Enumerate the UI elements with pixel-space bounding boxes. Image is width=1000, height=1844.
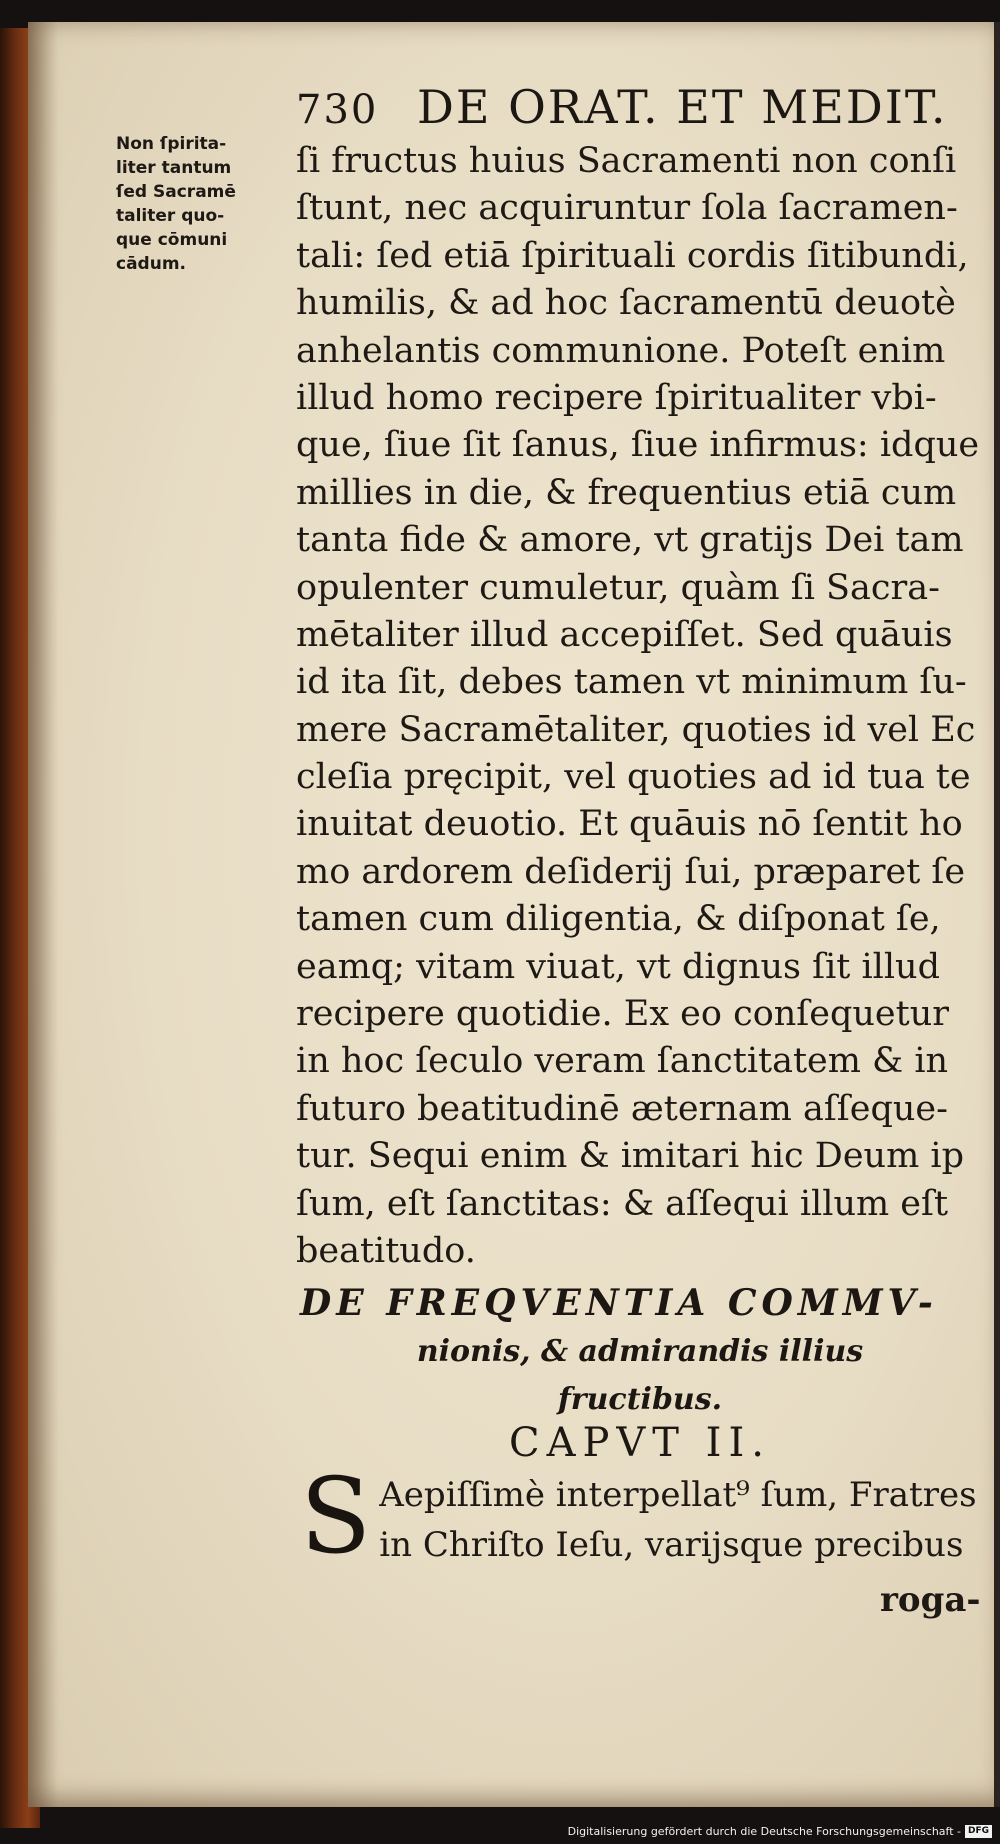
text-line: id ita ſit, debes tamen vt minimum ſu-	[296, 662, 967, 703]
text-line: humilis, & ad hoc ſacramentū deuotè	[296, 283, 956, 324]
text-line: tanta fide & amore, vt gratijs Dei tam	[296, 520, 964, 561]
margin-note	[116, 132, 286, 276]
text-line: tur. Sequi enim & imitari hic Deum ip	[296, 1136, 964, 1177]
text-line: in Chriſto Ieſu, varijsque precibus	[379, 1525, 964, 1565]
chapter-text	[300, 1455, 977, 1577]
text-line: opulenter cumuletur, quàm ſi Sacra-	[296, 567, 940, 608]
running-title: DE ORAT. ET MEDIT.	[416, 80, 948, 134]
text-line: inuitat deuotio. Et quāuis nō ſentit ho	[296, 804, 963, 845]
text-line: mere Sacramētaliter, quoties id vel Ec	[296, 709, 976, 750]
page-right-edge	[994, 22, 1000, 1807]
text-line: que, ſiue ſit ſanus, ſiue infirmus: idque	[296, 425, 980, 466]
section-heading-line: fructibus.	[557, 1382, 723, 1417]
text-line: cleſia pręcipit, vel quoties ad id tua te	[296, 757, 971, 798]
section-heading	[300, 1278, 980, 1424]
margin-note-line: Non ſpirita-	[116, 134, 227, 154]
page-gutter-shadow	[28, 22, 58, 1807]
margin-note-line: taliter quo-	[116, 206, 225, 226]
margin-note-line: liter tantum	[116, 158, 232, 178]
chapter-title: CAPVT II.	[508, 1420, 771, 1466]
margin-note-line: que cōmuni	[116, 230, 228, 250]
text-line: futuro beatitudinē æternam aſſeque-	[296, 1088, 948, 1129]
text-line: millies in die, & frequentius etiā cum	[296, 472, 957, 513]
text-line: recipere quotidie. Ex eo conſequetur	[296, 994, 949, 1035]
catchword: roga-	[880, 1580, 981, 1620]
text-line: mo ardorem deſiderij ſui, præparet ſe	[296, 851, 966, 892]
text-line: illud homo recipere ſpiritualiter vbi-	[296, 377, 937, 418]
margin-note-line: ſed Sacramē	[116, 182, 236, 202]
section-heading-line: nionis, & admirandis illius	[416, 1334, 864, 1369]
running-header	[296, 80, 996, 140]
margin-note-line: cādum.	[116, 254, 186, 274]
text-line: ſum, eſt ſanctitas: & aſſequi illum eſt	[296, 1183, 949, 1224]
text-line: tali: ſed etiā ſpirituali cordis ſitibundi,	[296, 235, 969, 276]
drop-cap: S	[300, 1455, 372, 1577]
digitization-credit	[568, 1822, 992, 1840]
text-line: mētaliter illud accepiſſet. Sed quāuis	[296, 614, 953, 655]
body-text	[296, 138, 980, 1275]
text-line: anhelantis communione. Poteſt enim	[296, 330, 946, 371]
text-line: ſi fructus huius Sacramenti non conſi	[296, 141, 957, 181]
section-heading-line: DE FREQVENTIA COMMV-	[300, 1282, 938, 1324]
text-line: Aepiſſimè interpellat⁹ ſum, Fratres	[379, 1475, 977, 1515]
dfg-logo: DFG	[965, 1825, 992, 1838]
text-line: tamen cum diligentia, & diſponat ſe,	[296, 899, 941, 940]
text-line: in hoc ſeculo veram ſanctitatem & in	[296, 1041, 949, 1082]
page-number: 730	[296, 87, 379, 133]
credit-text: Digitalisierung gefördert durch die Deutsche Forschungsgemeinschaft -	[567, 1824, 961, 1838]
text-line: ſtunt, nec acquiruntur ſola ſacramen-	[296, 188, 958, 229]
text-line: beatitudo.	[296, 1230, 476, 1271]
text-line: eamq; vitam viuat, vt dignus ſit illud	[296, 946, 940, 987]
